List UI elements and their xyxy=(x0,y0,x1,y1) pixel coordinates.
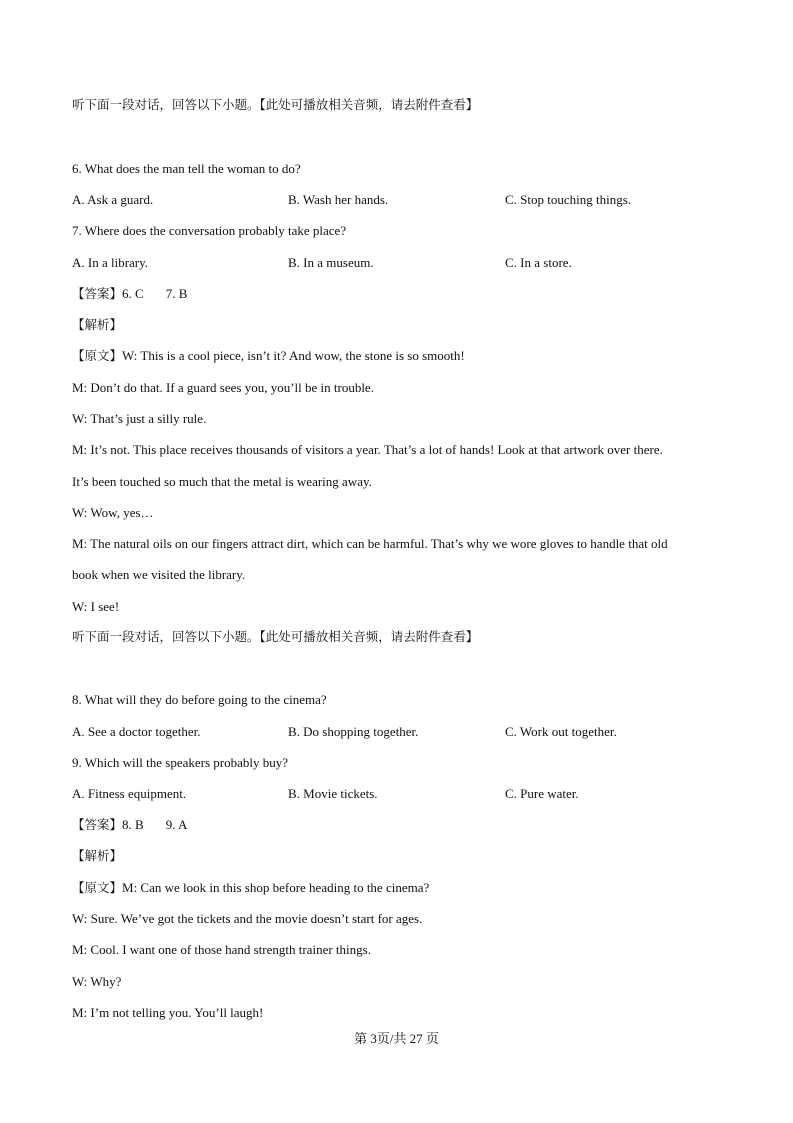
instruction-1: 听下面一段对话，回答以下小题。【此处可播放相关音频，请去附件查看】 xyxy=(72,97,479,112)
transcript-1-line-7: book when we visited the library. xyxy=(72,567,246,582)
transcript-1-line-3: M: It’s not. This place receives thousands of visitors a year. That’s a lot of hands! Look at that artwork over there. xyxy=(72,442,663,457)
analysis-label: 【解析】 xyxy=(72,317,123,332)
analysis-line-1 xyxy=(72,317,122,333)
instruction-2: 听下面一段对话，回答以下小题。【此处可播放相关音频，请去附件查看】 xyxy=(72,629,479,644)
question-7-option-a: A. In a library. xyxy=(72,255,149,270)
answer-8: 8. B xyxy=(122,817,144,832)
transcript-1-line-0 xyxy=(72,348,465,364)
transcript-text: W: This is a cool piece, isn’t it? And wow, the stone is so smooth! xyxy=(122,348,465,363)
analysis-line-2 xyxy=(72,848,122,864)
question-9-option-c: C. Pure water. xyxy=(505,786,579,801)
transcript-text: M: Can we look in this shop before heading to the cinema? xyxy=(122,880,430,895)
transcript-1-line-1: M: Don’t do that. If a guard sees you, you’ll be in trouble. xyxy=(72,380,374,395)
question-8-option-c: C. Work out together. xyxy=(505,724,617,739)
answer-9: 9. A xyxy=(165,817,188,832)
source-label: 【原文】 xyxy=(72,348,123,363)
answer-line-1 xyxy=(72,286,187,302)
question-7: 7. Where does the conversation probably take place? xyxy=(72,223,347,238)
analysis-label: 【解析】 xyxy=(72,848,123,863)
transcript-2-line-4: M: I’m not telling you. You’ll laugh! xyxy=(72,1005,264,1020)
question-9-option-b: B. Movie tickets. xyxy=(288,786,378,801)
transcript-1-line-2: W: That’s just a silly rule. xyxy=(72,411,207,426)
transcript-1-line-4: It’s been touched so much that the metal is wearing away. xyxy=(72,474,372,489)
transcript-1-line-8: W: I see! xyxy=(72,599,120,614)
question-8-option-b: B. Do shopping together. xyxy=(288,724,419,739)
transcript-2-line-3: W: Why? xyxy=(72,974,122,989)
transcript-1-line-5: W: Wow, yes… xyxy=(72,505,154,520)
transcript-1-line-6: M: The natural oils on our fingers attract dirt, which can be harmful. That’s why we wore gloves to handle that old xyxy=(72,536,668,551)
question-7-option-c: C. In a store. xyxy=(505,255,572,270)
question-9-option-a: A. Fitness equipment. xyxy=(72,786,187,801)
question-6-option-a: A. Ask a guard. xyxy=(72,192,154,207)
question-6-option-c: C. Stop touching things. xyxy=(505,192,632,207)
answer-6: 6. C xyxy=(122,286,144,301)
question-8-option-a: A. See a doctor together. xyxy=(72,724,201,739)
transcript-2-line-0 xyxy=(72,880,429,896)
answer-line-2 xyxy=(72,817,187,833)
question-6-option-b: B. Wash her hands. xyxy=(288,192,389,207)
answer-7: 7. B xyxy=(165,286,188,301)
answer-label: 【答案】 xyxy=(72,286,123,301)
source-label: 【原文】 xyxy=(72,880,123,895)
answer-label: 【答案】 xyxy=(72,817,123,832)
question-6: 6. What does the man tell the woman to do? xyxy=(72,161,301,176)
question-7-option-b: B. In a museum. xyxy=(288,255,374,270)
transcript-2-line-2: M: Cool. I want one of those hand strength trainer things. xyxy=(72,942,371,957)
question-9: 9. Which will the speakers probably buy? xyxy=(72,755,289,770)
question-8: 8. What will they do before going to the cinema? xyxy=(72,692,327,707)
page-number: 第 3页/共 27 页 xyxy=(354,1031,439,1046)
transcript-2-line-1: W: Sure. We’ve got the tickets and the movie doesn’t start for ages. xyxy=(72,911,423,926)
